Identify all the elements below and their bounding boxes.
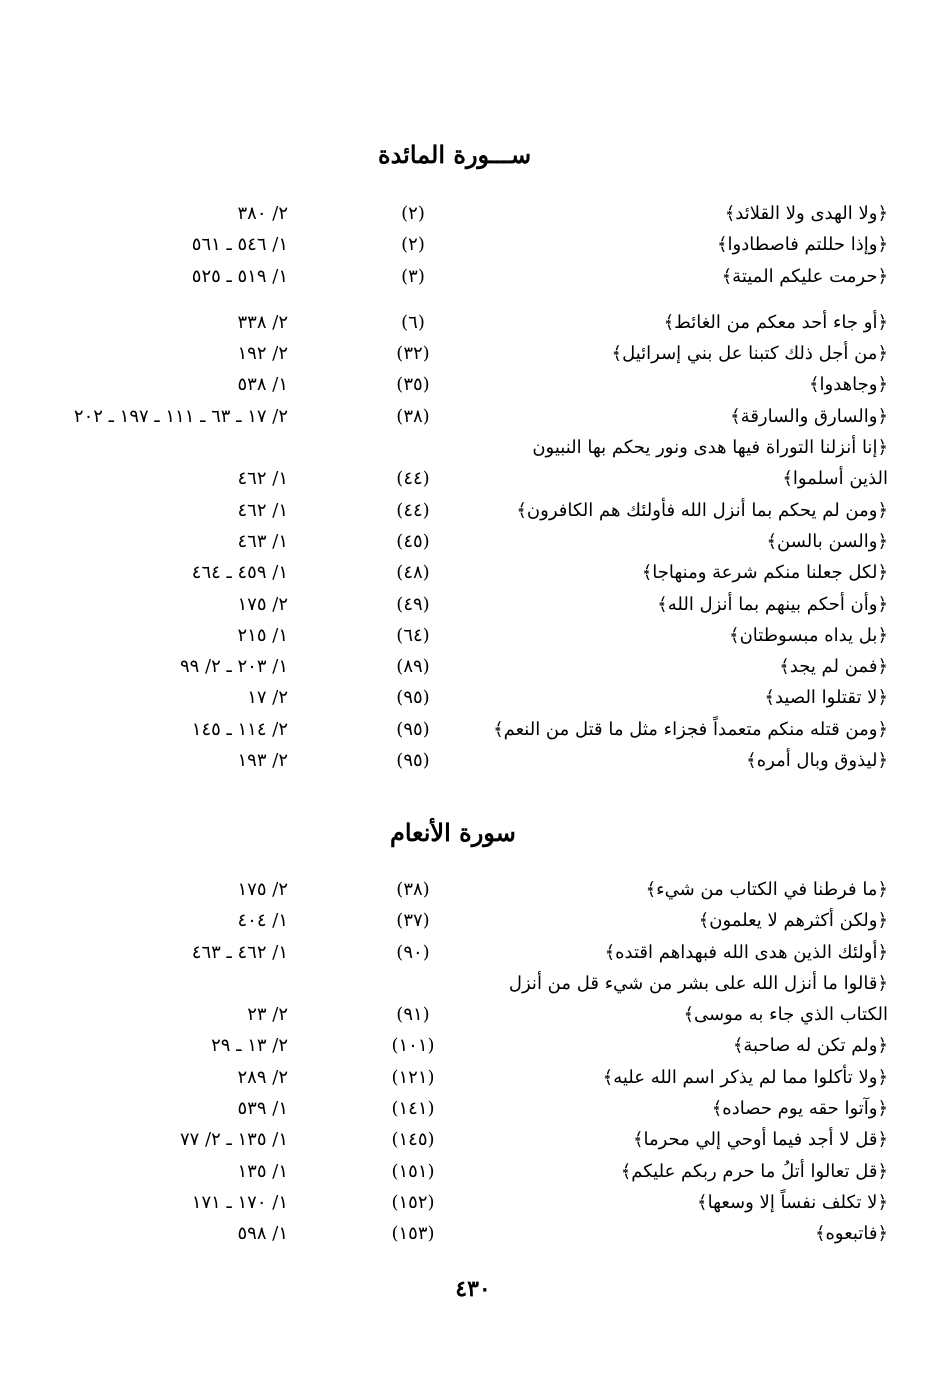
verse-row	[0, 369, 946, 400]
page-reference: ١/ ١٣٥	[237, 1160, 288, 1182]
verse-text: ﴿ولا الهدى ولا القلائد﴾	[724, 203, 888, 224]
page-reference: ١/ ٥٣٨	[237, 374, 288, 396]
page-reference: ١/ ٥٣٩	[237, 1098, 288, 1120]
page-reference: ١/ ٤٠٤	[237, 910, 288, 932]
page-reference: ٢/ ١٣ ـ ٢٩	[211, 1035, 288, 1057]
page-reference: ١/ ١٧٠ ـ ١٧١	[191, 1191, 288, 1213]
section-title-al-anam: سورة الأنعام	[390, 818, 516, 847]
page-number: ٤٣٠	[455, 1276, 491, 1302]
verse-number: (١٥٢)	[391, 1191, 435, 1213]
page-reference: ١/ ٤٥٩ ـ ٤٦٤	[191, 562, 288, 584]
verse-number: (٤٤)	[396, 499, 430, 521]
verse-text: ﴿قالوا ما أنزل الله على بشر من شيء قل من أنزل	[508, 972, 888, 994]
verse-number: (٢)	[401, 203, 425, 224]
verse-text: ﴿من أجل ذلك كتبنا عل بني إسرائيل﴾	[611, 343, 888, 365]
verse-number: (٩١)	[396, 1004, 430, 1026]
verse-number: (٣)	[401, 265, 425, 287]
page-reference: ٢/ ١١٤ ـ ١٤٥	[191, 718, 288, 740]
page-reference: ٢/ ١٧ ـ ٦٣ ـ ١١١ ـ ١٩٧ ـ ٢٠٢	[73, 405, 288, 427]
verse-row	[0, 1062, 946, 1093]
verse-text: الذين أسلموا﴾	[782, 468, 888, 490]
page-reference: ١/ ٥١٩ ـ ٥٢٥	[191, 265, 288, 287]
verse-text: الكتاب الذي جاء به موسى﴾	[683, 1004, 888, 1026]
page-reference: ١/ ٢٠٣ ـ ٢/ ٩٩	[179, 656, 288, 678]
verse-text: ﴿وإذا حللتم فاصطادوا﴾	[716, 234, 888, 256]
verse-number: (٤٩)	[396, 593, 430, 615]
verse-number: (٤٤)	[396, 468, 430, 490]
verse-row	[0, 620, 946, 651]
page-reference: ١/ ٥٩٨	[237, 1223, 288, 1245]
verse-number: (٤٨)	[396, 562, 430, 584]
verse-text: ﴿قل تعالوا أتلُ ما حرم ربكم عليكم﴾	[620, 1160, 888, 1182]
verse-row	[0, 338, 946, 369]
verse-row	[0, 745, 946, 776]
verse-number: (٦٤)	[396, 624, 430, 646]
verse-text: ﴿ليذوق وبال أمره﴾	[746, 750, 888, 772]
section-title-al-maidah: ســـورة المائدة	[378, 140, 532, 169]
verse-row	[0, 401, 946, 432]
verse-row	[0, 1124, 946, 1155]
page-reference: ٢/ ١٧٥	[237, 593, 288, 615]
verse-row	[0, 557, 946, 588]
page-reference: ٢/ ٣٨٠	[237, 203, 288, 224]
verse-text: ﴿إنا أنزلنا التوراة فيها هدى ونور يحكم بها النبيون	[532, 437, 888, 459]
verse-text: ﴿فاتبعوه﴾	[814, 1223, 888, 1245]
verse-number: (٤٥)	[396, 530, 430, 552]
verse-row	[0, 589, 946, 620]
page-reference: ١/ ٤٦٣	[237, 530, 288, 552]
verse-number: (٩٥)	[396, 687, 430, 709]
page-reference: ٢/ ٣٣٨	[237, 311, 288, 333]
page-reference: ١/ ٤٦٢	[237, 468, 288, 490]
verse-text: ﴿والسارق والسارقة﴾	[730, 405, 888, 427]
verse-number: (٣٢)	[396, 343, 430, 365]
verse-text: ﴿فمن لم يجد﴾	[779, 656, 888, 678]
verse-number: (١٤٥)	[391, 1129, 435, 1151]
verse-number: (٦)	[401, 311, 425, 333]
verse-text: ﴿لا تقتلوا الصيد﴾	[764, 687, 888, 709]
page-reference: ٢/ ١٩٣	[237, 750, 288, 772]
page-reference: ٢/ ١٧	[247, 687, 288, 709]
verse-number: (١٢١)	[391, 1066, 435, 1088]
verse-row	[0, 1030, 946, 1061]
verse-text: ﴿ولا تأكلوا مما لم يذكر اسم الله عليه﴾	[602, 1066, 888, 1088]
verse-row	[0, 682, 946, 713]
page-reference: ٢/ ٢٣	[247, 1004, 288, 1026]
page-reference: ١/ ١٣٥ ـ ٢/ ٧٧	[179, 1129, 288, 1151]
verse-number: (٣٨)	[396, 879, 430, 900]
verse-row	[0, 261, 946, 292]
verse-row	[0, 651, 946, 682]
verse-row	[0, 229, 946, 260]
verse-row	[0, 1156, 946, 1187]
verse-number: (٣٨)	[396, 405, 430, 427]
verse-number: (١٤١)	[391, 1098, 435, 1120]
page-reference: ١/ ٤٦٢ ـ ٤٦٣	[191, 941, 288, 963]
verse-text: ﴿وأن أحكم بينهم بما أنزل الله﴾	[657, 593, 888, 615]
page-reference: ٢/ ٢٨٩	[237, 1066, 288, 1088]
verse-row	[0, 999, 946, 1030]
verse-text: ﴿لكل جعلنا منكم شرعة ومنهاجا﴾	[641, 562, 888, 584]
verse-row	[0, 1093, 946, 1124]
verse-text: ﴿ومن لم يحكم بما أنزل الله فأولئك هم الكافرون﴾	[516, 499, 888, 521]
verse-row	[0, 432, 946, 463]
verse-row	[0, 937, 946, 968]
verse-text: ﴿وجاهدوا﴾	[808, 374, 888, 396]
verse-row	[0, 1187, 946, 1218]
verse-number: (٢)	[401, 234, 425, 256]
verse-text: ﴿ما فرطنا في الكتاب من شيء﴾	[645, 879, 888, 900]
verse-number: (١٥٣)	[391, 1223, 435, 1245]
page-reference: ١/ ٤٦٢	[237, 499, 288, 521]
page-reference: ١/ ٥٤٦ ـ ٥٦١	[191, 234, 288, 256]
verse-number: (١٠١)	[391, 1035, 435, 1057]
verse-text: ﴿أولئك الذين هدى الله فبهداهم اقتده﴾	[604, 941, 888, 963]
verse-text: ﴿ولم تكن له صاحبة﴾	[732, 1035, 888, 1057]
verse-number: (١٥١)	[391, 1160, 435, 1182]
verse-row	[0, 495, 946, 526]
verse-text: ﴿ومن قتله منكم متعمداً فجزاء مثل ما قتل من النعم﴾	[493, 718, 888, 740]
verse-text: ﴿قل لا أجد فيما أوحي إلي محرما﴾	[632, 1129, 888, 1151]
verse-text: ﴿حرمت عليكم الميتة﴾	[721, 265, 888, 287]
verse-number: (٣٧)	[396, 910, 430, 932]
verse-number: (٣٥)	[396, 374, 430, 396]
page-reference: ٢/ ١٩٢	[237, 343, 288, 365]
verse-text: ﴿بل يداه مبسوطتان﴾	[729, 624, 888, 646]
verse-row	[0, 874, 946, 905]
page-reference: ١/ ٢١٥	[237, 624, 288, 646]
verse-row	[0, 198, 946, 229]
verse-row	[0, 714, 946, 745]
verse-number: (٩٥)	[396, 750, 430, 772]
verse-text: ﴿ولكن أكثرهم لا يعلمون﴾	[698, 910, 888, 932]
verse-row	[0, 463, 946, 494]
verse-row	[0, 1218, 946, 1249]
verse-text: ﴿أو جاء أحد معكم من الغائط﴾	[663, 311, 888, 333]
verse-text: ﴿لا تكلف نفساً إلا وسعها﴾	[697, 1191, 888, 1213]
verse-text: ﴿وآتوا حقه يوم حصاده﴾	[711, 1098, 888, 1120]
verse-number: (٩٠)	[396, 941, 430, 963]
verse-row	[0, 307, 946, 338]
verse-number: (٩٥)	[396, 718, 430, 740]
verse-list-al-anam	[0, 874, 946, 1250]
page-reference: ٢/ ١٧٥	[237, 879, 288, 900]
verse-row	[0, 968, 946, 999]
verse-number: (٨٩)	[396, 656, 430, 678]
verse-text: ﴿والسن بالسن﴾	[766, 530, 888, 552]
verse-list-al-maidah	[0, 198, 946, 776]
verse-row	[0, 526, 946, 557]
verse-row	[0, 905, 946, 936]
